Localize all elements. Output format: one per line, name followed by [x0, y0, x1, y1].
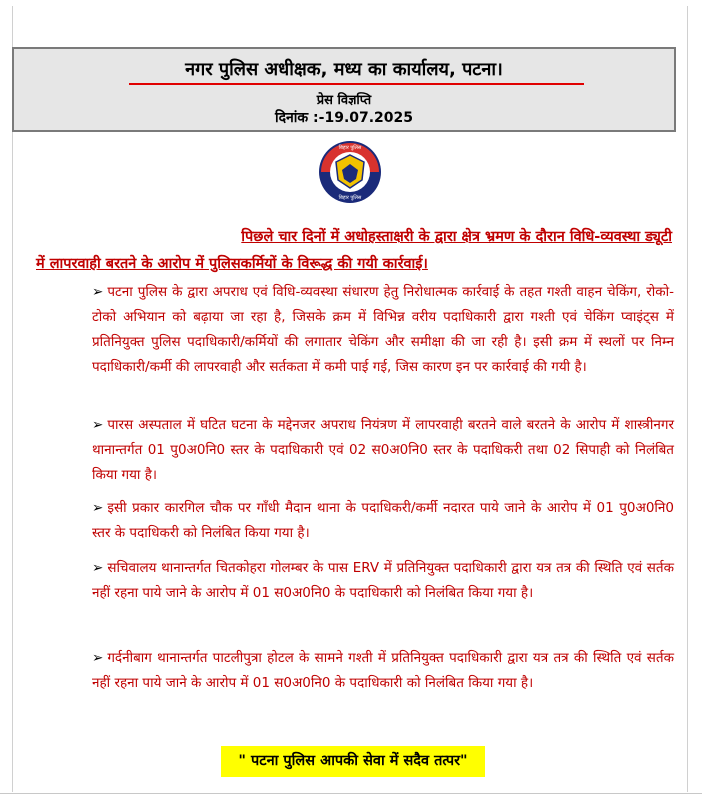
bullet-text: सचिवालय थानान्तर्गत चितकोहरा गोलम्बर के पास ERV में प्रतिनियुक्त पदाधिकारी द्वारा यत्र तत्र की स्थिति एवं सर्तक नहीं रहना पाये जाने के आरोप में 01 स0अ0नि0 के पदाधिकारी को निलंबित किया गया है।: [92, 560, 674, 601]
bullet-text: इसी प्रकार कारगिल चौक पर गाँधी मैदान थाना के पदाधिकरी/कर्मी नदारत पाये जाने के आरोप में 01 पु0अ0नि0 स्तर के पदाधिकरी को निलंबित किया गया है।: [92, 500, 674, 541]
bottom-divider: [0, 793, 702, 794]
police-slogan: " पटना पुलिस आपकी सेवा में सदैव तत्पर": [221, 746, 485, 777]
arrow-bullet-icon: ➢: [92, 417, 104, 433]
list-item: [92, 556, 674, 606]
arrow-bullet-icon: ➢: [92, 560, 104, 576]
list-item: [92, 496, 674, 546]
arrow-bullet-icon: ➢: [92, 500, 104, 516]
headline: [36, 224, 672, 278]
press-release-label: प्रेस विज्ञप्ति: [316, 93, 372, 108]
list-item: [92, 413, 674, 488]
headline-line-2: में लापरवाही बरतने के आरोप में पुलिसकर्मियों के विरूद्ध की गयी कार्रवाई।: [36, 256, 428, 272]
list-item: [92, 280, 674, 380]
logo-bottom-text: बिहार पुलिस: [338, 195, 362, 201]
office-title: नगर पुलिस अधीक्षक, मध्य का कार्यालय, पटना।: [185, 59, 503, 80]
logo-top-text: बिहार पुलिस: [338, 145, 362, 151]
bullet-text: पटना पुलिस के द्वारा अपराध एवं विधि-व्यवस्था संधारण हेतु निरोधात्मक कार्रवाई के तहत गश्ती वाहन चेकिंग, रोको-टोको अभियान को बढ़ाया जा रहा है, जिसके क्रम में विभिन्न वरीय पदाधिकारी द्वारा गश्ती एवं चेकिंग प्वाइंट्स में प्रतिनियुक्त पुलिस पदाधिकारी/कर्मियों की लगातार चेकिंग और समीक्षा की जा रही है। इसी क्रम में स्थलों पर निम्न पदाधिकारी/कर्मी की लापरवाही और सर्तकता में कमी पाई गई, जिस कारण इन पर कार्रवाई की गयी है।: [92, 284, 675, 375]
arrow-bullet-icon: ➢: [92, 284, 104, 300]
list-item: [92, 646, 674, 696]
office-header: [12, 47, 676, 132]
title-underline: [129, 83, 584, 85]
headline-line-1: पिछले चार दिनों में अधोहस्ताक्षरी के द्वारा क्षेत्र भ्रमण के दौरान विधि-व्यवस्था ड्यूटी: [241, 229, 672, 245]
bullet-text: पारस अस्पताल में घटित घटना के मद्देनजर अपराध नियंत्रण में लापरवाही बरतने वाले बरतने के आरोप में शास्त्रीनगर थानान्तर्गत 01 पु0अ0नि0 स्तर के पदाधिकारी एवं 02 स0अ0नि0 स्तर के पदाधिकरी तथा 02 सिपाही को निलंबित किया गया है।: [92, 417, 674, 483]
release-date: दिनांक :-19.07.2025: [274, 110, 414, 126]
bihar-police-logo-icon: [318, 140, 382, 204]
bullet-text: गर्दनीबाग थानान्तर्गत पाटलीपुत्रा होटल के सामने गश्ती में प्रतिनियुक्त पदाधिकारी द्वारा यत्र तत्र की स्थिति एवं सर्तक नहीं रहना पाये जाने के आरोप में 01 स0अ0नि0 के पदाधिकारी को निलंबित किया गया है।: [92, 650, 674, 691]
arrow-bullet-icon: ➢: [92, 650, 104, 666]
